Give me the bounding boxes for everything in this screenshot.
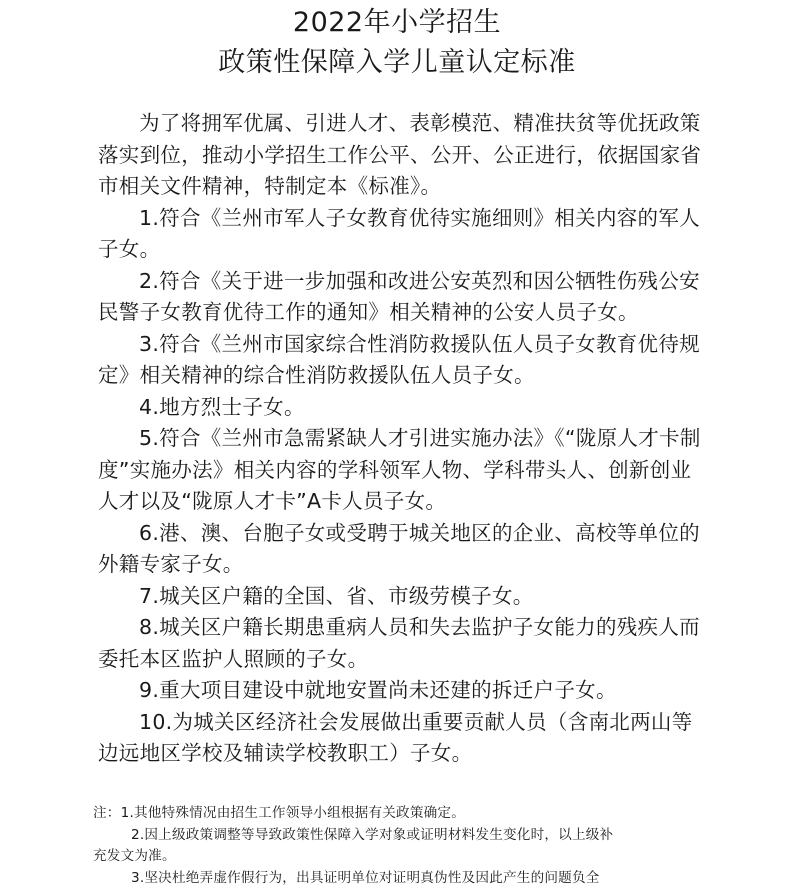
standard-item-5: 5.符合《兰州市急需紧缺人才引进实施办法》《“陇原人才卡制度”实施办法》相关内容的学科领军人物、学科带头人、创新创业人才以及“陇原人才卡”A卡人员子女。 — [98, 426, 701, 513]
standard-item-6: 6.港、澳、台胞子女或受聘于城关地区的企业、高校等单位的外籍专家子女。 — [98, 520, 700, 576]
notes-prefix: 注： — [93, 805, 121, 821]
document-body — [98, 108, 702, 770]
standard-item-7: 7.城关区户籍的全国、省、市级劳模子女。 — [139, 583, 534, 608]
note-2-line1: 2.因上级政策调整等导致政策性保障入学对象或证明材料发生变化时，以上级补 — [131, 826, 614, 843]
intro-paragraph: 为了将拥军优属、引进人才、表彰模范、精准扶贫等优抚政策落实到位，推动小学招生工作公平、公开、公正进行，依据国家省市相关文件精神，特制定本《标准》。 — [98, 111, 702, 198]
note-1: 1.其他特殊情况由招生工作领导小组根据有关政策确定。 — [120, 805, 466, 821]
note-1-line — [93, 803, 705, 825]
standard-item-3: 3.符合《兰州市国家综合性消防救援队伍人员子女教育优待规定》相关精神的综合性消防救援队伍人员子女。 — [98, 331, 700, 387]
document-subtitle: 政策性保障入学儿童认定标准 — [218, 47, 576, 78]
standard-item-1: 1.符合《兰州市军人子女教育优待实施细则》相关内容的军人子女。 — [98, 205, 700, 261]
standard-item-4: 4.地方烈士子女。 — [139, 394, 305, 419]
note-2-line2: 充发文为准。 — [93, 848, 176, 865]
standard-item-9: 9.重大项目建设中就地安置尚未还建的拆迁户子女。 — [139, 678, 617, 702]
note-3: 3.坚决杜绝弄虚作假行为，出具证明单位对证明真伪性及因此产生的问题负全 — [131, 869, 600, 886]
standard-item-2: 2.符合《关于进一步加强和改进公安英烈和因公牺牲伤残公安民警子女教育优待工作的通知》相关精神的公安人员子女。 — [98, 268, 700, 324]
document-title: 2022年小学招生 — [292, 7, 502, 38]
standard-item-10: 10.为城关区经济社会发展做出重要贡献人员（含南北两山等边远地区学校及辅读学校教职工）子女。 — [98, 709, 693, 765]
standard-item-8: 8.城关区户籍长期患重病人员和失去监护子女能力的残疾人而委托本区监护人照顾的子女。 — [98, 615, 700, 671]
notes-section — [93, 803, 705, 889]
